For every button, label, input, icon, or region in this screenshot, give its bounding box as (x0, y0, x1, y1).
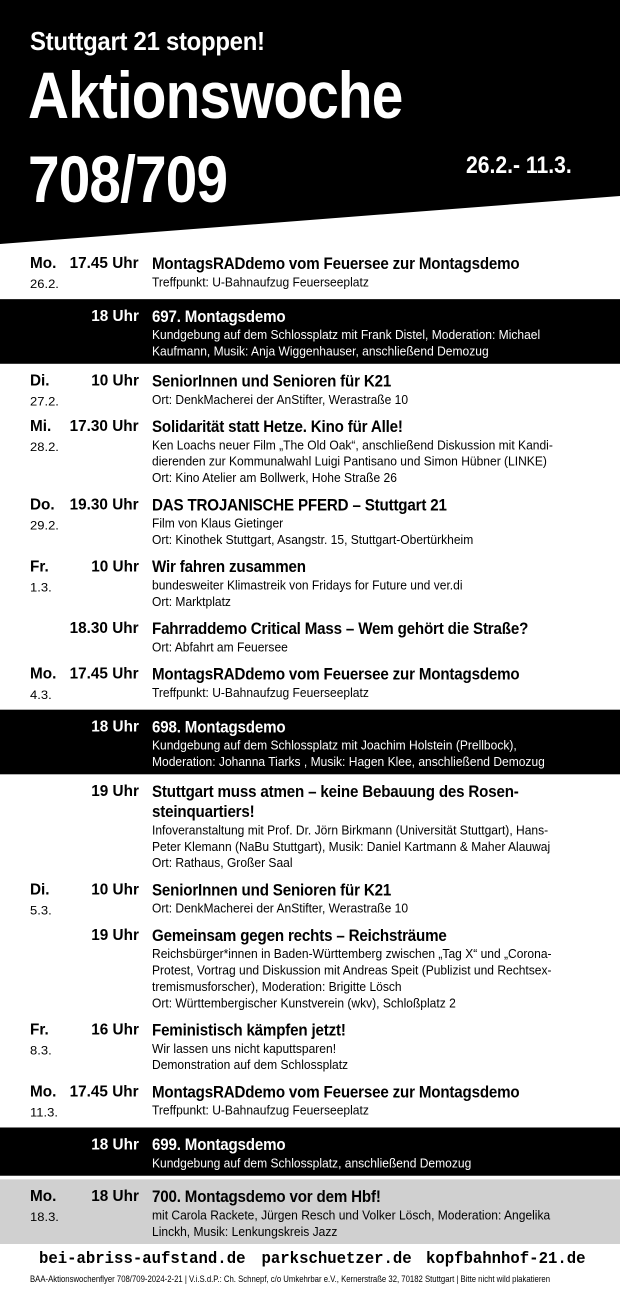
event-detail-line: Ort: Abfahrt am Feuersee (152, 639, 288, 655)
event-day: Di. (30, 880, 50, 899)
event-detail-line: Treffpunkt: U-Bahnaufzug Feuerseeplatz (152, 274, 369, 290)
event-title: MontagsRADdemo vom Feuersee zur Montagsdemo (152, 1082, 520, 1102)
event-item (0, 367, 620, 413)
header-dates: 26.2.- 11.3. (466, 152, 572, 179)
event-detail-line: Ort: Württembergischer Kunstverein (wkv), Schloßplatz 2 (152, 995, 456, 1011)
event-detail-line: Kundgebung auf dem Schlossplatz mit Frank Distel, Moderation: Michael (152, 327, 541, 342)
event-detail-line: Ken Loachs neuer Film „The Old Oak“, anschließend Diskussion mit Kandi- (152, 437, 553, 453)
event-detail-line: Kundgebung auf dem Schlossplatz mit Joachim Holstein (Prellbock), (152, 737, 517, 753)
event-date: 1.3. (30, 580, 52, 595)
event-detail-line: Ort: Marktplatz (152, 594, 231, 609)
event-time: 18 Uhr (91, 1187, 139, 1205)
event-item (0, 1179, 620, 1244)
event-item (0, 491, 620, 553)
event-time: 10 Uhr (91, 371, 139, 390)
event-item (0, 299, 620, 364)
event-detail-line: Infoveranstaltung mit Prof. Dr. Jörn Birkmann (Universität Stuttgart), Hans- (152, 822, 549, 838)
event-item (0, 1016, 620, 1078)
event-title: Stuttgart muss atmen – keine Bebauung des Rosen- (152, 782, 519, 801)
event-detail-line: Linckh, Musik: Lenkungskreis Jazz (152, 1223, 338, 1239)
event-day: Mi. (30, 417, 52, 435)
event-detail-line: dierenden zur Kommunalwahl Luigi Pantisano und Simon Hübner (LINKE) (152, 453, 547, 469)
event-detail-line: Ort: DenkMacherei der AnStifter, Werastraße 10 (152, 900, 409, 916)
event-item (0, 710, 620, 775)
event-title: 697. Montagsdemo (152, 307, 286, 326)
event-day: Fr. (30, 557, 49, 575)
event-time: 19 Uhr (91, 926, 139, 944)
event-title: Solidarität statt Hetze. Kino für Alle! (152, 417, 403, 436)
event-title: Feministisch kämpfen jetzt! (152, 1020, 346, 1040)
event-date: 5.3. (30, 903, 52, 918)
event-time: 18 Uhr (91, 307, 139, 325)
event-title: SeniorInnen und Senioren für K21 (152, 880, 392, 900)
event-date: 26.2. (30, 277, 59, 291)
event-item (0, 1078, 620, 1124)
event-detail-line: Ort: Kinothek Stuttgart, Asangstr. 15, Stuttgart-Obertürkheim (152, 532, 474, 547)
event-item (0, 876, 620, 922)
event-time: 17.45 Uhr (70, 1082, 139, 1101)
event-title: Wir fahren zusammen (152, 557, 306, 576)
event-item (0, 250, 620, 296)
event-time: 10 Uhr (91, 557, 139, 575)
event-item (0, 413, 620, 491)
event-detail-line: Kundgebung auf dem Schlossplatz, anschließend Demozug (152, 1155, 472, 1171)
event-day: Mo. (30, 1082, 57, 1101)
event-detail-line: Peter Klemann (NaBu Stuttgart), Musik: Daniel Kartmann & Maher Alauwaj (152, 838, 551, 854)
event-item (0, 553, 620, 615)
event-detail-line: Treffpunkt: U-Bahnaufzug Feuerseeplatz (152, 1102, 369, 1118)
event-date: 28.2. (30, 440, 59, 454)
header-title-line1: Aktionswoche (28, 58, 403, 132)
event-detail-line: Wir lassen uns nicht kaputtsparen! (152, 1041, 337, 1056)
event-time: 17.45 Uhr (70, 665, 139, 683)
event-detail-line: Reichsbürger*innen in Baden-Württemberg zwischen „Tag X“ und „Corona- (152, 946, 552, 961)
event-detail-line: Protest, Vortrag und Diskussion mit Andreas Speit (Publizist und Rechtsex- (152, 962, 552, 978)
event-detail-line: Demonstration auf dem Schlossplatz (152, 1057, 349, 1072)
event-detail-line: Moderation: Johanna Tiarks , Musik: Hagen Klee, anschließend Demozug (152, 754, 545, 769)
event-item (0, 661, 620, 707)
event-title: 699. Montagsdemo (152, 1135, 286, 1154)
event-date: 4.3. (30, 687, 52, 702)
imprint-text: BAA-Aktionswochenflyer 708/709-2024-2-21 | V.i.S.d.P.: Ch. Schnepf, c/o Umkehrbar e.V., Kernerstraße 32, 70182 Stuttgart | Bitte nicht wild plakatieren (30, 1274, 551, 1284)
event-detail-line: Ort: Kino Atelier am Bollwerk, Hohe Straße 26 (152, 470, 397, 485)
event-title: MontagsRADdemo vom Feuersee zur Montagsdemo (152, 665, 520, 684)
event-title: 698. Montagsdemo (152, 717, 286, 737)
event-title-continued: steinquartiers! (152, 802, 255, 821)
event-list (0, 250, 620, 1244)
event-time: 10 Uhr (91, 880, 139, 899)
header-title-line2: 708/709 (28, 142, 228, 216)
event-time: 17.45 Uhr (70, 254, 139, 272)
event-day: Mo. (30, 254, 57, 272)
event-detail-line: Ort: Rathaus, Großer Saal (152, 855, 293, 870)
event-detail-line: Ort: DenkMacherei der AnStifter, Werastraße 10 (152, 392, 409, 407)
event-time: 18 Uhr (91, 717, 139, 736)
event-item (0, 1127, 620, 1175)
event-title: Gemeinsam gegen rechts – Reichsträume (152, 926, 447, 945)
header-banner (0, 0, 620, 260)
event-detail-line: bundesweiter Klimastreik von Fridays for Future und ver.di (152, 577, 463, 593)
event-time: 16 Uhr (91, 1020, 139, 1039)
event-item (0, 615, 620, 661)
event-date: 29.2. (30, 518, 59, 533)
footer-link-kopfbahnhof[interactable]: kopfbahnhof-21.de (425, 1250, 586, 1269)
event-title: Fahrraddemo Critical Mass – Wem gehört die Straße? (152, 619, 529, 638)
header-subtitle: Stuttgart 21 stoppen! (30, 26, 265, 56)
event-time: 17.30 Uhr (70, 417, 139, 435)
event-detail-line: Film von Klaus Gietinger (152, 515, 284, 531)
event-detail-line: mit Carola Rackete, Jürgen Resch und Volker Lösch, Moderation: Angelika (152, 1207, 551, 1223)
event-date: 8.3. (30, 1043, 52, 1058)
event-title: 700. Montagsdemo vor dem Hbf! (152, 1187, 381, 1206)
event-title: DAS TROJANISCHE PFERD – Stuttgart 21 (152, 495, 447, 514)
event-date: 18.3. (30, 1210, 59, 1224)
event-day: Mo. (30, 1187, 57, 1205)
event-day: Di. (30, 371, 50, 390)
event-day: Mo. (30, 665, 57, 683)
event-detail-line: Kaufmann, Musik: Anja Wiggenhauser, anschließend Demozug (152, 343, 489, 359)
event-time: 19 Uhr (91, 782, 139, 800)
footer-link-parkschuetzer[interactable]: parkschuetzer.de (261, 1250, 412, 1269)
footer-link-bei-abriss-aufstand[interactable]: bei-abriss-aufstand.de (38, 1250, 246, 1269)
event-day: Do. (30, 495, 55, 514)
event-time: 19.30 Uhr (70, 495, 139, 514)
event-title: SeniorInnen und Senioren für K21 (152, 371, 392, 391)
event-title: MontagsRADdemo vom Feuersee zur Montagsdemo (152, 254, 520, 273)
event-time: 18 Uhr (91, 1135, 139, 1153)
event-item (0, 922, 620, 1017)
event-time: 18.30 Uhr (70, 619, 139, 637)
footer-links (30, 1250, 592, 1269)
event-detail-line: Treffpunkt: U-Bahnaufzug Feuerseeplatz (152, 685, 369, 700)
event-date: 27.2. (30, 394, 59, 409)
event-item (0, 778, 620, 876)
event-detail-line: tremismusforscher), Moderation: Brigitte Lösch (152, 979, 402, 994)
event-day: Fr. (30, 1020, 49, 1039)
event-date: 11.3. (30, 1105, 58, 1120)
